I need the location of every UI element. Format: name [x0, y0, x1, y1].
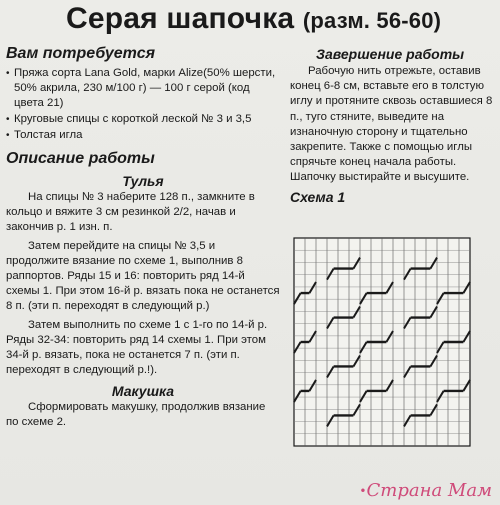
crown-heading: Тулья: [122, 173, 164, 189]
left-column: [6, 44, 280, 430]
bullet-icon: •: [6, 130, 10, 141]
finishing-heading: Завершение работы: [316, 46, 465, 62]
title-text: Серая шапочка: [66, 2, 295, 35]
needs-item-text: Толстая игла: [14, 129, 83, 141]
needs-item: [6, 66, 280, 111]
right-column: [290, 44, 496, 206]
description-heading: Описание работы: [6, 150, 155, 167]
crown-text: [6, 190, 280, 378]
needs-item: [6, 112, 280, 127]
knitting-schema: [292, 236, 472, 448]
schema-title: Схема 1: [290, 188, 346, 205]
needs-item: [6, 128, 280, 143]
needs-heading: Вам потребуется: [6, 45, 156, 62]
crown-paragraph: Затем перейдите на спицы № 3,5 и продолжите вязание по схеме 1, выполнив 8 раппортов. Ряды 15 и 16: повторить ряд 14-й схемы 1. При этом 16-й р. вязать пока не останется 8 п. (эти п. переходят в следующий р.): [6, 240, 280, 312]
needs-item-text: Круговые спицы с короткой леской № 3 и 3,5: [14, 113, 252, 125]
title-size: (разм. 56-60): [302, 8, 442, 33]
needs-list: [6, 66, 280, 143]
needs-item-text: Пряжа сорта Lana Gold, марки Alize(50% шерсти, 50% акрила, 230 м/100 г) — 100 г серой (код цвета 21): [14, 67, 276, 109]
bullet-icon: •: [6, 68, 10, 79]
bullet-icon: •: [6, 114, 10, 125]
schema-grid: [292, 236, 472, 448]
crown-paragraph: Затем выполнить по схеме 1 с 1-го по 14-й р. Ряды 32-34: повторить ряд 14 схемы 1. При этом 34-й р. вязать, пока не останется 7 п. (эти п. переходят в следующий р.!).: [6, 319, 268, 376]
crown-paragraph: На спицы № 3 наберите 128 п., замкните в кольцо и вяжите 3 см резинкой 2/2, начав и закончив р. 1 изн. п.: [6, 191, 255, 233]
top-paragraph: Сформировать макушку, продолжив вязание по схеме 2.: [6, 401, 266, 428]
site-watermark: •Страна Мам: [359, 480, 492, 501]
top-heading: Макушка: [111, 383, 175, 399]
finishing-text: Рабочую нить отрежьте, оставив конец 6-8 см, вставьте его в толстую иглу и протяните сквозь оставшиеся 8 п., туго стяните, выведите на изнаночную сторону и тщательно закрепите. Также с помощью иглы спрячьте конец начала работы. Шапочку выстирайте и высушите.: [290, 65, 493, 184]
page-title: [66, 2, 441, 36]
watermark-text: Страна Мам: [366, 480, 492, 501]
